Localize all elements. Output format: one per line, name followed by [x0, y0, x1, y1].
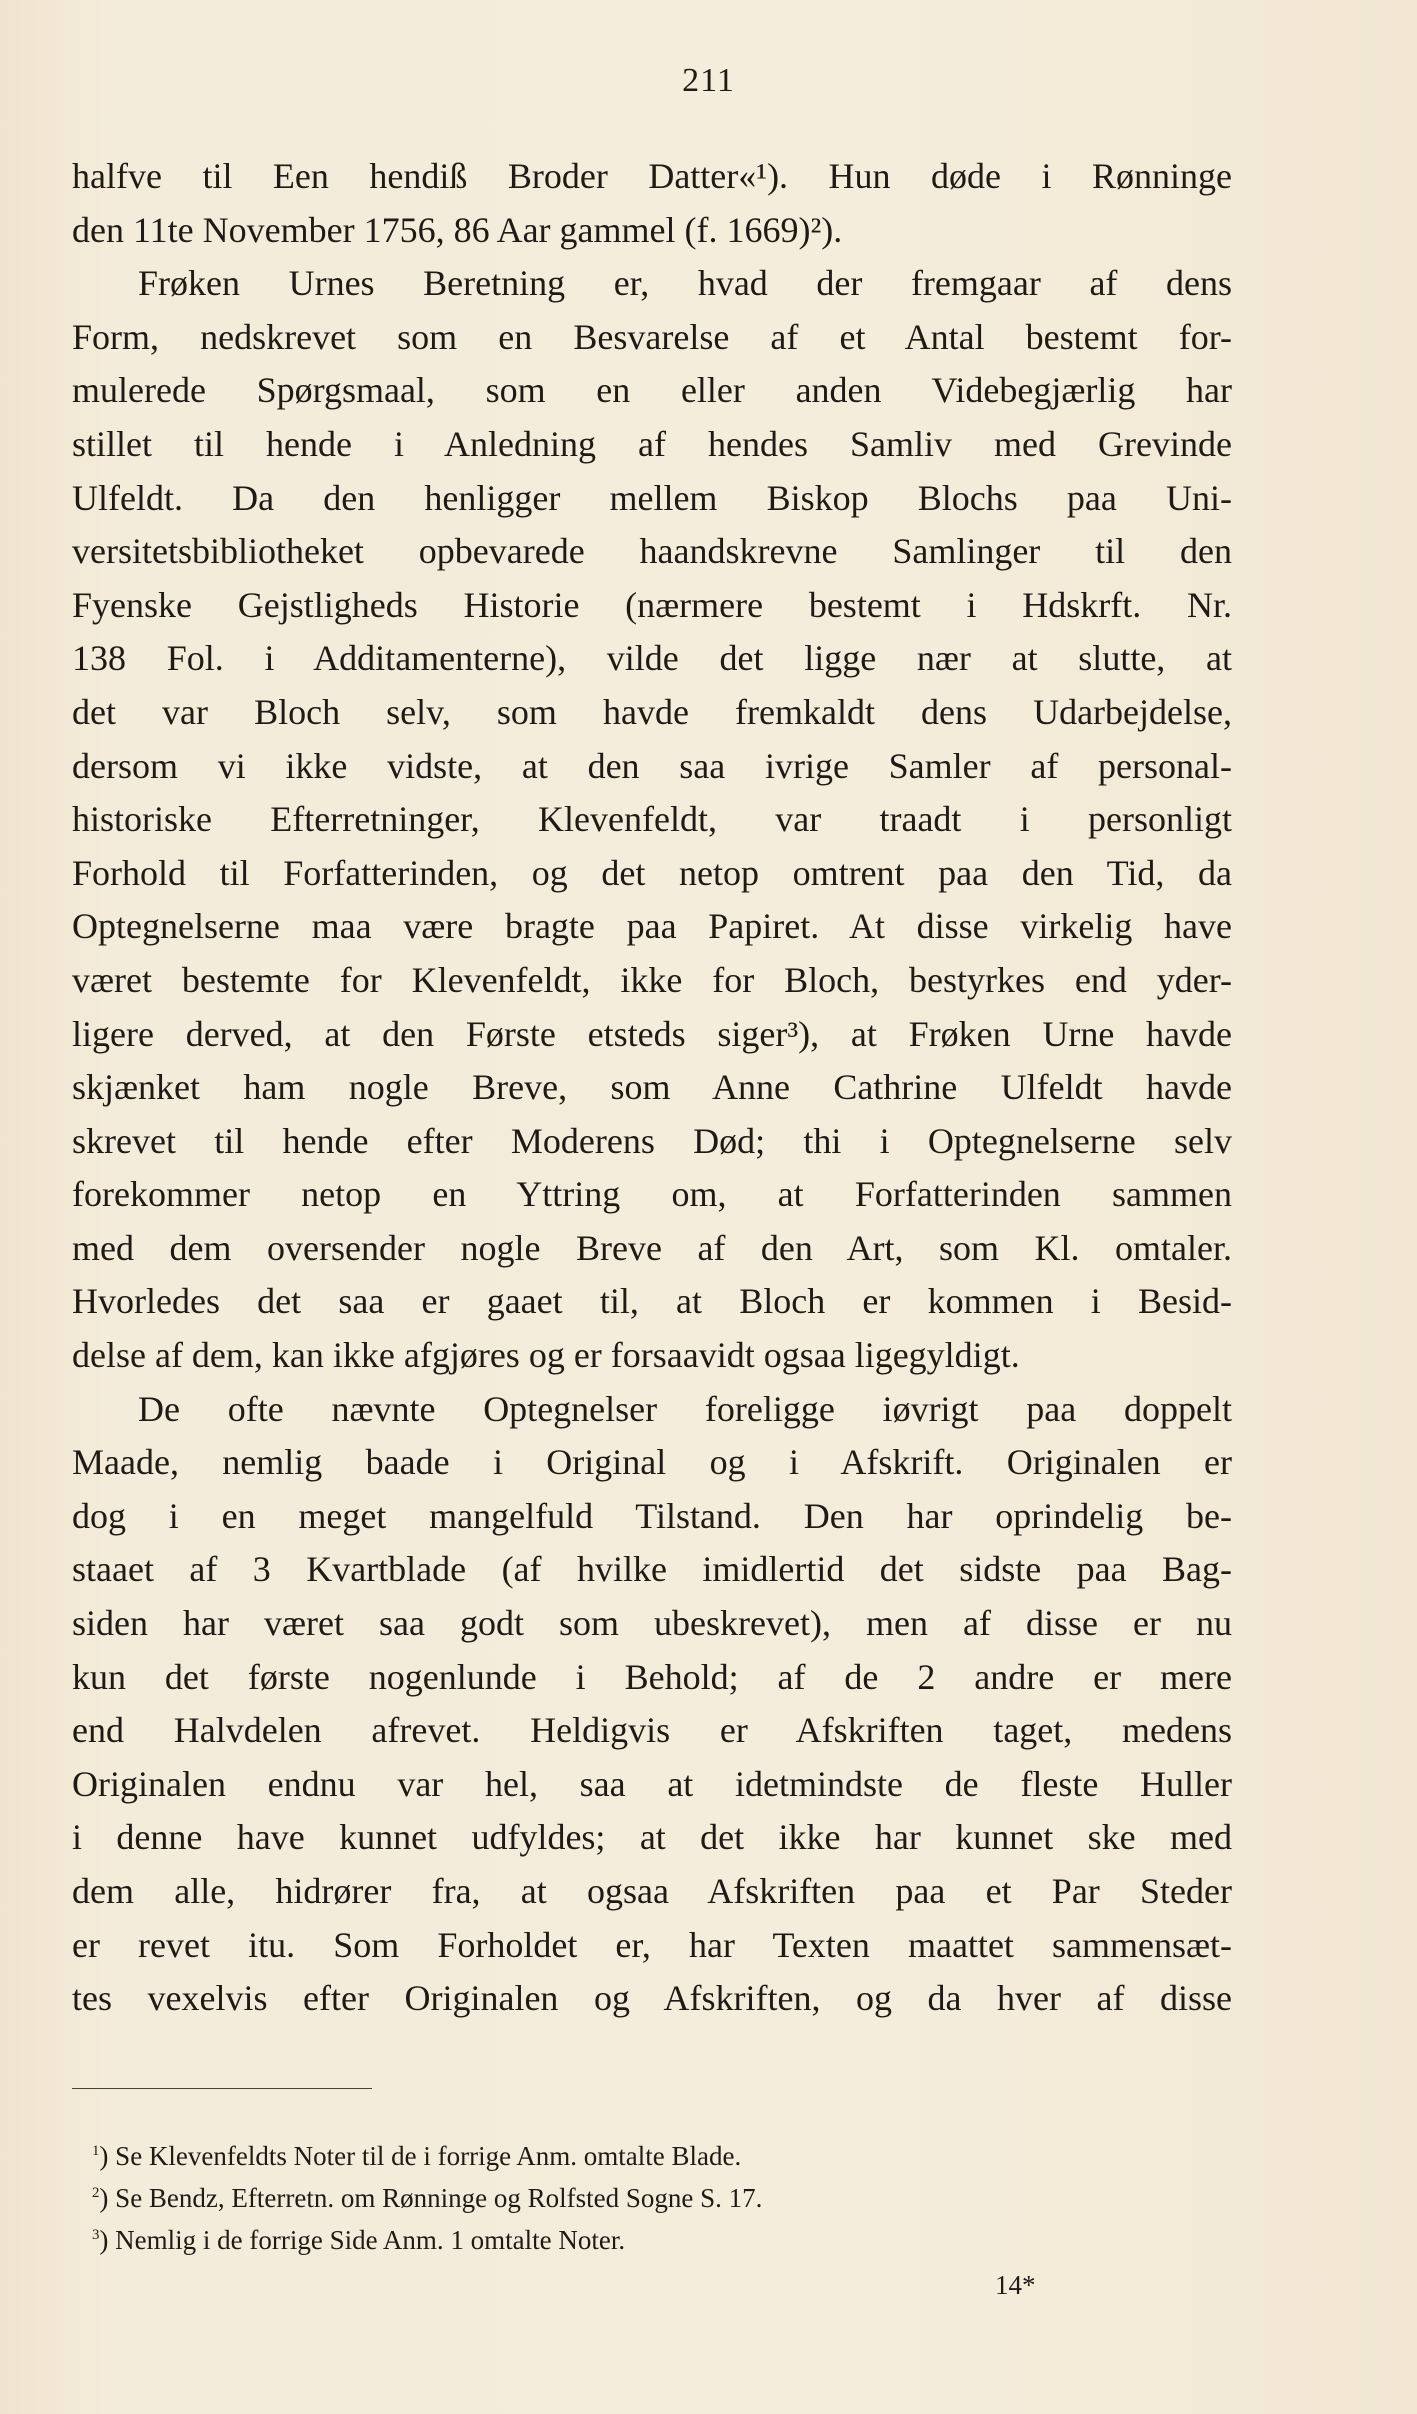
- text-line: været bestemte for Klevenfeldt, ikke for Bloch, bestyrkes end yder-: [72, 959, 1232, 1000]
- text-line: tes vexelvis efter Originalen og Afskriften, og da hver af disse: [72, 1978, 1232, 2019]
- text-line: Fyenske Gejstligheds Historie (nærmere bestemt i Hdskrft. Nr.: [72, 584, 1232, 625]
- text-line: Hvorledes det saa er gaaet til, at Bloch er kommen i Besid-: [72, 1281, 1232, 1322]
- text-line: end Halvdelen afrevet. Heldigvis er Afskriften taget, medens: [72, 1710, 1232, 1751]
- text-line: Forhold til Forfatterinden, og det netop omtrent paa den Tid, da: [72, 852, 1232, 893]
- text-line: kun det første nogenlunde i Behold; af de 2 andre er mere: [72, 1656, 1232, 1697]
- text-line: 138 Fol. i Additamenterne), vilde det ligge nær at slutte, at: [72, 638, 1232, 679]
- footnote: [92, 2177, 1192, 2219]
- text-line: Maade, nemlig baade i Original og i Afskrift. Originalen er: [72, 1442, 1232, 1483]
- footnote-divider: [72, 2088, 372, 2089]
- text-line: staaet af 3 Kvartblade (af hvilke imidlertid det sidste paa Bag-: [72, 1549, 1232, 1590]
- text-line: Originalen endnu var hel, saa at idetmindste de fleste Huller: [72, 1763, 1232, 1804]
- body-text: [72, 150, 1232, 2026]
- text-line: Frøken Urnes Beretning er, hvad der fremgaar af dens: [138, 263, 1232, 304]
- footnote-paren: ): [99, 2141, 116, 2171]
- footnote-text: Nemlig i de forrige Side Anm. 1 omtalte Noter.: [115, 2225, 626, 2255]
- text-line: dog i en meget mangelfuld Tilstand. Den har oprindelig be-: [72, 1495, 1232, 1536]
- text-line: mulerede Spørgsmaal, som en eller anden Videbegjærlig har: [72, 370, 1232, 411]
- text-line: Ulfeldt. Da den henligger mellem Biskop Blochs paa Uni-: [72, 477, 1232, 518]
- text-line: historiske Efterretninger, Klevenfeldt, var traadt i personligt: [72, 799, 1232, 840]
- text-line: versitetsbibliotheket opbevarede haandskrevne Samlinger til den: [72, 531, 1232, 572]
- page-number: 211: [682, 62, 735, 99]
- signature-mark: 14*: [995, 2270, 1036, 2300]
- text-line: delse af dem, kan ikke afgjøres og er forsaavidt ogsaa ligegyldigt.: [72, 1335, 1020, 1376]
- text-line: stillet til hende i Anledning af hendes Samliv med Grevinde: [72, 423, 1232, 464]
- footnotes: [92, 2135, 1192, 2261]
- footnote: [92, 2219, 1192, 2261]
- text-line: skjænket ham nogle Breve, som Anne Cathrine Ulfeldt havde: [72, 1067, 1232, 1108]
- text-line: halfve til Een hendiß Broder Datter«¹). Hun døde i Rønninge: [72, 156, 1232, 196]
- footnote: [92, 2135, 1192, 2177]
- text-line: De ofte nævnte Optegnelser foreligge iøvrigt paa doppelt: [138, 1388, 1232, 1429]
- footnote-marker: 2: [92, 2185, 100, 2201]
- footnote-text: Se Bendz, Efterretn. om Rønninge og Rolfsted Sogne S. 17.: [115, 2183, 763, 2213]
- text-line: den 11te November 1756, 86 Aar gammel (f. 1669)²).: [72, 209, 843, 250]
- footnote-marker: 3: [92, 2227, 100, 2243]
- footnote-paren: ): [99, 2225, 116, 2255]
- text-line: med dem oversender nogle Breve af den Art, som Kl. omtaler.: [72, 1227, 1232, 1268]
- text-line: siden har været saa godt som ubeskrevet), men af disse er nu: [72, 1603, 1232, 1644]
- text-line: dersom vi ikke vidste, at den saa ivrige Samler af personal-: [72, 745, 1232, 786]
- footnote-marker: 1: [92, 2143, 100, 2159]
- text-line: Form, nedskrevet som en Besvarelse af et Antal bestemt for-: [72, 316, 1232, 357]
- text-line: Optegnelserne maa være bragte paa Papiret. At disse virkelig have: [72, 906, 1232, 947]
- text-line: i denne have kunnet udfyldes; at det ikke har kunnet ske med: [72, 1817, 1232, 1858]
- footnote-paren: ): [99, 2183, 116, 2213]
- footnote-text: Se Klevenfeldts Noter til de i forrige Anm. omtalte Blade.: [115, 2141, 742, 2171]
- text-line: dem alle, hidrører fra, at ogsaa Afskriften paa et Par Steder: [72, 1871, 1232, 1911]
- text-line: det var Bloch selv, som havde fremkaldt dens Udarbejdelse,: [72, 691, 1232, 732]
- text-line: ligere derved, at den Første etsteds siger³), at Frøken Urne havde: [72, 1013, 1232, 1054]
- text-line: skrevet til hende efter Moderens Død; thi i Optegnelserne selv: [72, 1120, 1232, 1161]
- text-line: forekommer netop en Yttring om, at Forfatterinden sammen: [72, 1174, 1232, 1215]
- text-line: er revet itu. Som Forholdet er, har Texten maattet sammensæt-: [72, 1924, 1232, 1965]
